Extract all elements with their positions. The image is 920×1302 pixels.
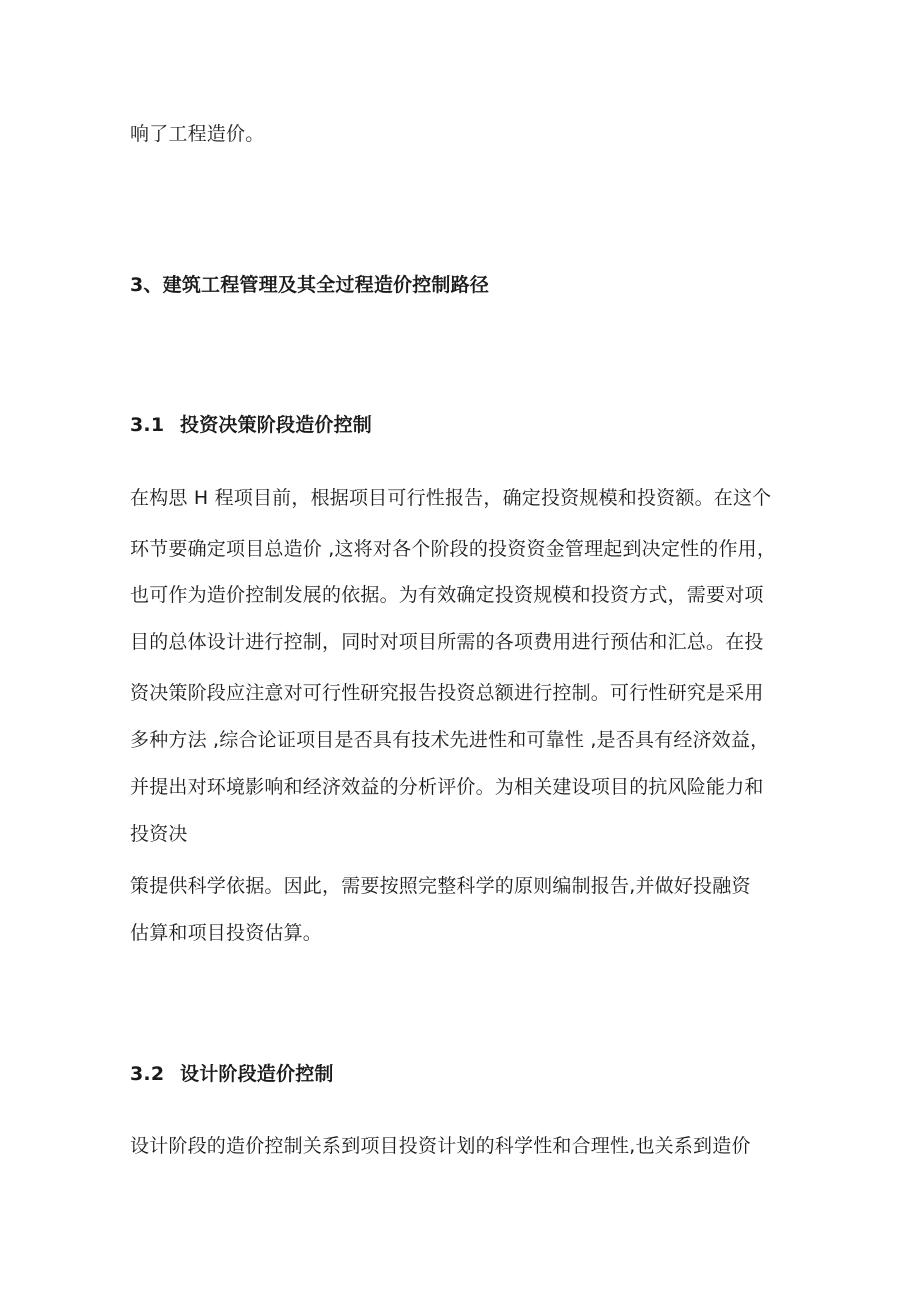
paragraph-line: 并提出对环境影响和经济效益的分析评价。为相关建设项目的抗风险能力和 [130, 776, 764, 798]
section-3-2-heading [130, 1061, 334, 1087]
section-3-1-title: 投资决策阶段造价控制 [180, 414, 373, 436]
paragraph-line: 也可作为造价控制发展的依据。为有效确定投资规模和投资方式，需要对项 [130, 584, 764, 606]
section-3-2-title: 设计阶段造价控制 [180, 1063, 334, 1085]
section-3-2-number: 3.2 [130, 1063, 165, 1085]
section-3-1-heading [130, 412, 372, 438]
paragraph-line: 在构思 H 程项目前，根据项目可行性报告，确定投资规模和投资额。在这个 [130, 487, 772, 509]
paragraph-line: 多种方法 ,综合论证项目是否具有技术先进性和可靠性 ,是否具有经济效益， [130, 729, 770, 751]
paragraph-line: 策提供科学依据。因此，需要按照完整科学的原则编制报告,并做好投融资 [130, 875, 751, 897]
paragraph-line: 投资决 [130, 823, 188, 845]
paragraph-line: 目的总体设计进行控制，同时对项目所需的各项费用进行预估和汇总。在投 [130, 631, 764, 653]
paragraph-line: 估算和项目投资估算。 [130, 922, 323, 944]
section-3-heading: 3、建筑工程管理及其全过程造价控制路径 [130, 274, 490, 296]
paragraph-line: 环节要确定项目总造价 ,这将对各个阶段的投资资金管理起到决定性的作用， [130, 538, 777, 560]
paragraph-line: 资决策阶段应注意对可行性研究报告投资总额进行控制。可行性研究是采用 [130, 682, 764, 704]
paragraph-line: 设计阶段的造价控制关系到项目投资计划的科学性和合理性,也关系到造价 [130, 1135, 751, 1157]
intro-line: 响了工程造价。 [130, 123, 265, 145]
section-3-1-number: 3.1 [130, 414, 165, 436]
